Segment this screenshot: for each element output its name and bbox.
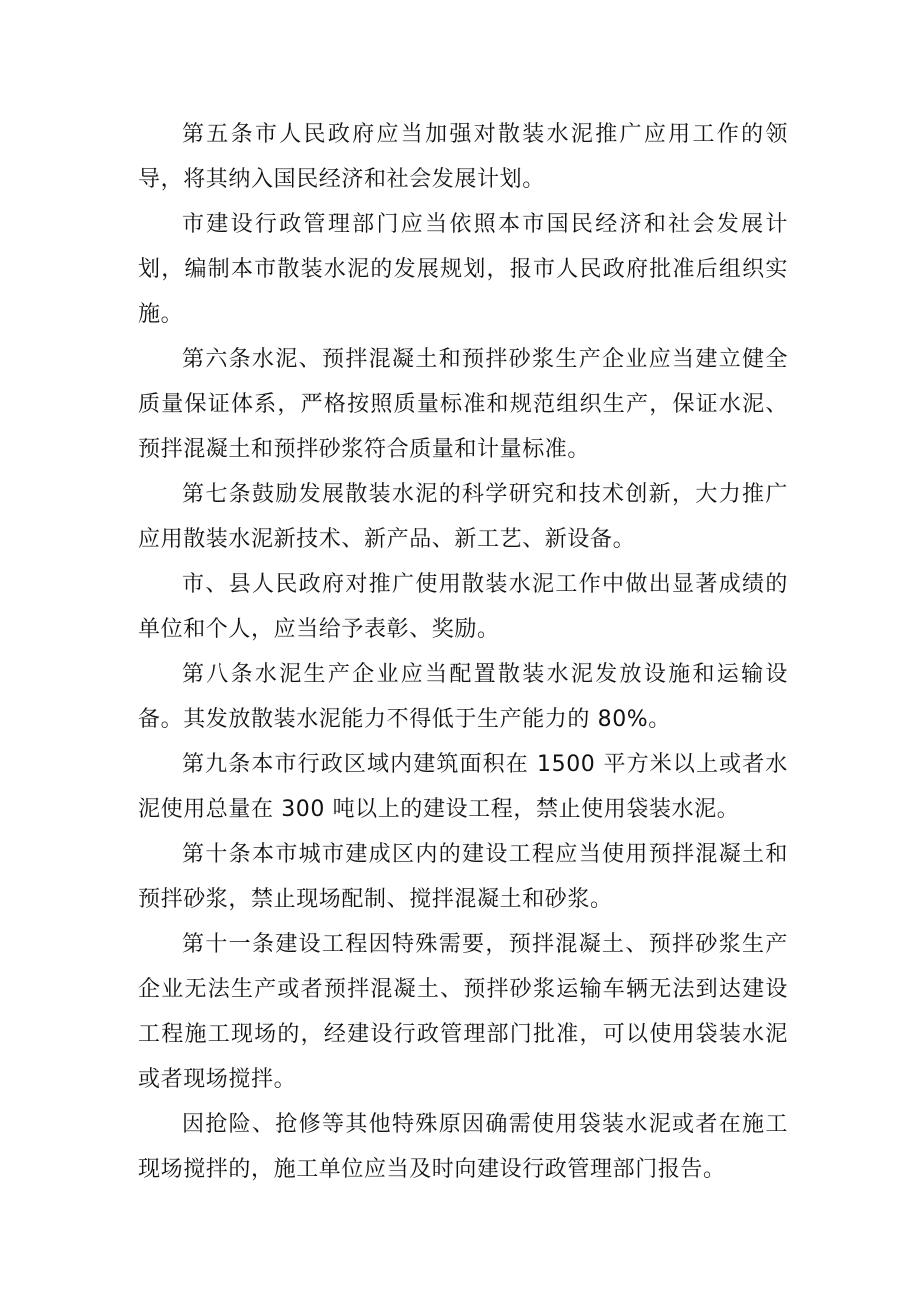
paragraph-article-6: 第六条水泥、预拌混凝土和预拌砂浆生产企业应当建立健全质量保证体系，严格按照质量标准和规范组织生产，保证水泥、预拌混凝土和预拌砂浆符合质量和计量标准。 (138, 347, 788, 462)
paragraph-article-11-clause-2: 因抢险、抢修等其他特殊原因确需使用袋装水泥或者在施工现场搅拌的，施工单位应当及时向建设行政管理部门报告。 (138, 1112, 788, 1182)
paragraph-article-11: 第十一条建设工程因特殊需要，预拌混凝土、预拌砂浆生产企业无法生产或者预拌混凝土、预拌砂浆运输车辆无法到达建设工程施工现场的，经建设行政管理部门批准，可以使用袋装水泥或者现场搅拌。 (138, 932, 788, 1092)
paragraph-article-5: 第五条市人民政府应当加强对散装水泥推广应用工作的领导，将其纳入国民经济和社会发展计划。 (138, 122, 788, 192)
document-body (138, 112, 788, 1192)
paragraph-article-5-clause-2: 市建设行政管理部门应当依照本市国民经济和社会发展计划，编制本市散装水泥的发展规划，报市人民政府批准后组织实施。 (138, 212, 788, 327)
paragraph-article-7: 第七条鼓励发展散装水泥的科学研究和技术创新，大力推广应用散装水泥新技术、新产品、新工艺、新设备。 (138, 482, 788, 552)
paragraph-article-7-clause-2: 市、县人民政府对推广使用散装水泥工作中做出显著成绩的单位和个人，应当给予表彰、奖励。 (138, 572, 788, 642)
paragraph-article-9: 第九条本市行政区域内建筑面积在 1500 平方米以上或者水泥使用总量在 300 吨以上的建设工程，禁止使用袋装水泥。 (138, 752, 788, 822)
paragraph-article-8: 第八条水泥生产企业应当配置散装水泥发放设施和运输设备。其发放散装水泥能力不得低于生产能力的 80%。 (138, 662, 788, 732)
paragraph-article-10: 第十条本市城市建成区内的建设工程应当使用预拌混凝土和预拌砂浆，禁止现场配制、搅拌混凝土和砂浆。 (138, 842, 788, 912)
